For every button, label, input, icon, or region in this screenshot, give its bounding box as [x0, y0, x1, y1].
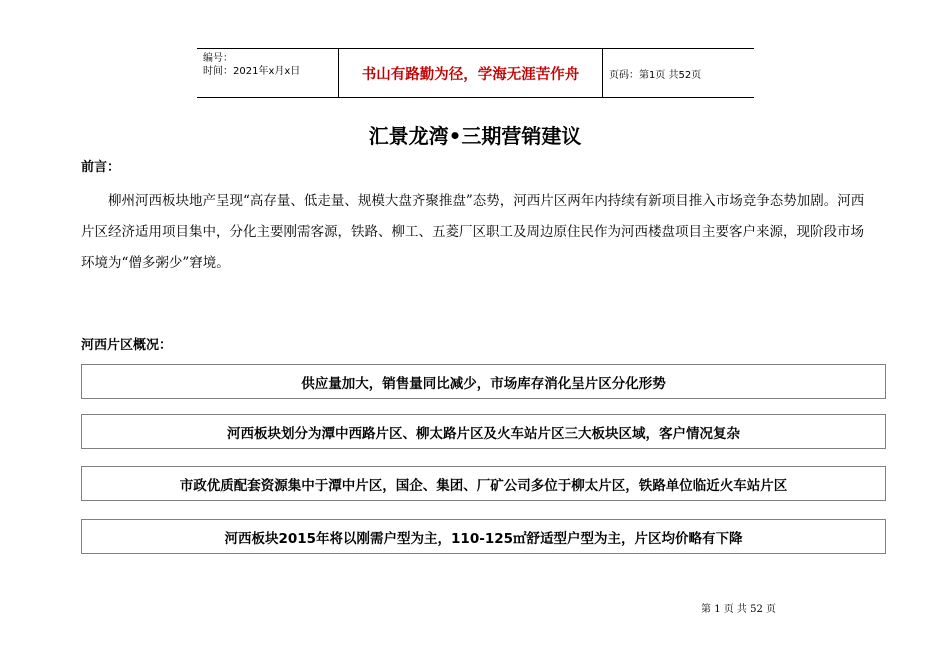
page-footer: 第 1 页 共 52 页: [701, 604, 776, 615]
header-meta: [197, 49, 339, 97]
overview-heading: 河西片区概况：: [81, 338, 173, 353]
preface-heading: 前言：: [81, 160, 121, 175]
header-motto: 书山有路勤为径，学海无涯苦作舟: [339, 49, 603, 97]
preface-paragraph: 柳州河西板块地产呈现“高存量、低走量、规模大盘齐聚推盘”态势，河西片区两年内持续有新项目推入市场竞争态势加剧。河西片区经济适用项目集中，分化主要刚需客源，铁路、柳工、五菱厂区职工及周边原住民作为河西楼盘项目主要客户来源，现阶段市场环境为“僧多粥少”窘境。: [81, 193, 865, 271]
header-page-code: 页码：第1页 共52页: [609, 69, 702, 81]
overview-item-resources: 市政优质配套资源集中于潭中片区，国企、集团、厂矿公司多位于柳太片区，铁路单位临近火车站片区: [81, 466, 886, 501]
page-header: [197, 48, 754, 98]
number-label: 编号：: [203, 53, 233, 64]
overview-item-supply: 供应量加大，销售量同比减少，市场库存消化呈片区分化形势: [81, 364, 886, 399]
document-title: 汇景龙湾•三期营销建议: [368, 124, 582, 148]
overview-item-districts: 河西板块划分为潭中西路片区、柳太路片区及火车站片区三大板块区域，客户情况复杂: [81, 414, 886, 449]
date-label: 时间：2021年x月x日: [203, 66, 301, 77]
overview-item-forecast: 河西板块2015年将以刚需户型为主，110-125㎡舒适型户型为主，片区均价略有下降: [81, 519, 886, 554]
